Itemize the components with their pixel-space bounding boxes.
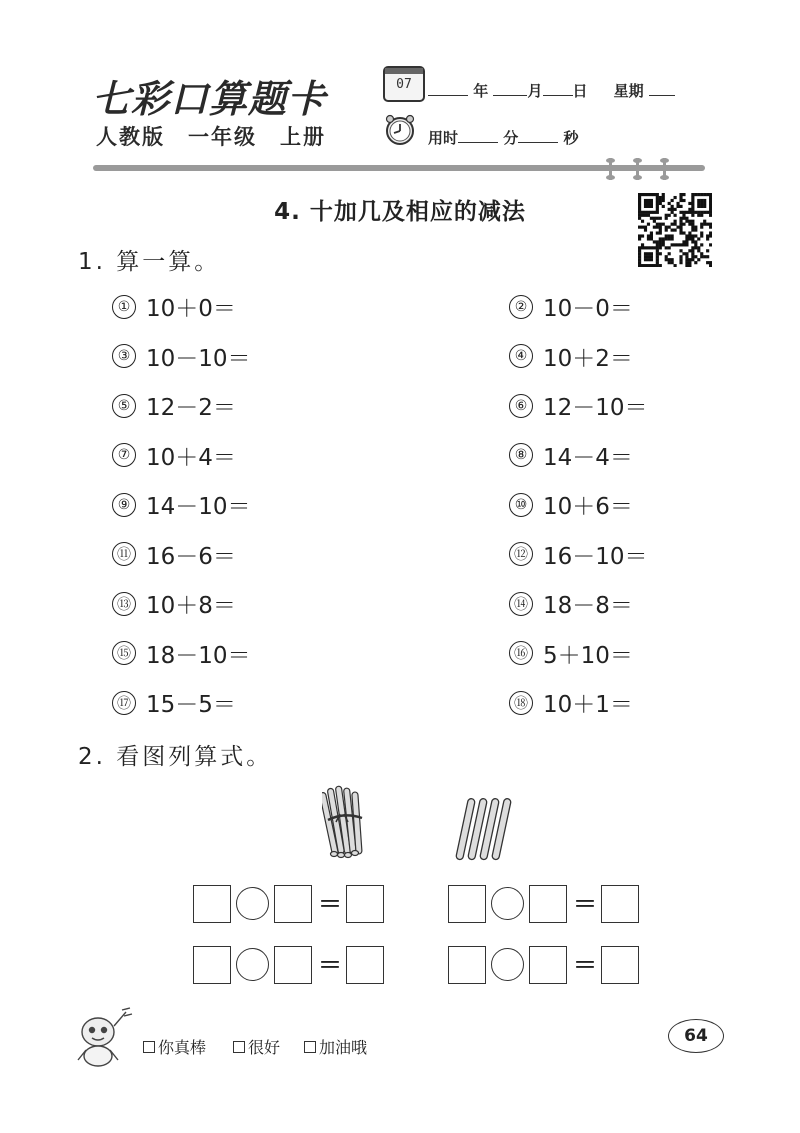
problem-number: ④ xyxy=(509,344,533,368)
answer-box[interactable] xyxy=(193,885,231,923)
qr-code-icon[interactable] xyxy=(638,193,712,267)
problem-expression: 16－6＝ xyxy=(146,543,236,570)
problem-number: ⑫ xyxy=(509,542,533,566)
equal-sign: ＝ xyxy=(318,890,342,918)
equal-sign: ＝ xyxy=(573,890,597,918)
problem-expression: 16－10＝ xyxy=(543,543,648,570)
rating-checkbox[interactable] xyxy=(143,1041,155,1053)
brand-title: 七彩口算题卡 xyxy=(92,76,327,121)
question-2-heading: 2. 看图列算式。 xyxy=(78,744,273,770)
answer-box[interactable] xyxy=(601,946,639,984)
alarm-clock-icon xyxy=(383,113,417,147)
minutes-label: 分 xyxy=(503,129,519,147)
problem-item xyxy=(509,538,648,571)
problem-number: ⑧ xyxy=(509,443,533,467)
edition-subtitle: 人教版 一年级 上册 xyxy=(96,125,326,149)
month-blank[interactable] xyxy=(493,81,527,96)
problem-expression: 18－8＝ xyxy=(543,593,633,619)
problem-expression: 10－0＝ xyxy=(543,296,633,322)
problem-number: ③ xyxy=(112,344,136,368)
rating-option[interactable] xyxy=(304,1035,367,1058)
problem-expression: 10＋4＝ xyxy=(146,444,236,471)
bundle-of-ten-sticks-image xyxy=(322,782,366,860)
problem-item xyxy=(112,439,236,472)
problem-number: ⑥ xyxy=(509,394,533,418)
rating-checkbox[interactable] xyxy=(233,1041,245,1053)
problem-expression: 5＋10＝ xyxy=(543,642,633,669)
answer-box[interactable] xyxy=(274,946,312,984)
problem-number: ⑪ xyxy=(112,542,136,566)
rating-checkbox[interactable] xyxy=(304,1041,316,1053)
problem-item xyxy=(509,340,633,373)
answer-box[interactable] xyxy=(529,946,567,984)
problem-number: ⑮ xyxy=(112,641,136,665)
problem-expression: 10－10＝ xyxy=(146,345,251,372)
problem-number: ⑭ xyxy=(509,592,533,616)
weekday-blank[interactable] xyxy=(649,81,675,96)
date-fields xyxy=(428,80,675,101)
problem-number: ⑩ xyxy=(509,493,533,517)
year-blank[interactable] xyxy=(428,81,468,96)
binder-pin xyxy=(663,158,666,180)
problem-expression: 12－2＝ xyxy=(146,395,236,421)
problem-expression: 15－5＝ xyxy=(146,692,236,718)
problem-item xyxy=(509,439,633,472)
equal-sign: ＝ xyxy=(573,951,597,979)
answer-box[interactable] xyxy=(193,946,231,984)
day-blank[interactable] xyxy=(543,81,573,96)
time-fields xyxy=(428,127,579,148)
rating-label: 你真棒 xyxy=(158,1038,207,1057)
month-label: 月 xyxy=(527,82,543,100)
answer-box[interactable] xyxy=(346,946,384,984)
problem-expression: 10＋0＝ xyxy=(146,296,236,322)
problem-number: ⑦ xyxy=(112,443,136,467)
problem-number: ② xyxy=(509,295,533,319)
section-title: 4. 十加几及相应的减法 xyxy=(274,199,526,225)
binder-pin xyxy=(609,158,612,180)
problem-item xyxy=(112,637,251,670)
problem-expression: 10＋2＝ xyxy=(543,345,633,372)
mascot-illustration xyxy=(72,1004,134,1068)
problem-number: ① xyxy=(112,295,136,319)
problem-number: ⑤ xyxy=(112,394,136,418)
problem-number: ⑨ xyxy=(112,493,136,517)
problem-number: ⑰ xyxy=(112,691,136,715)
problem-expression: 18－10＝ xyxy=(146,642,251,669)
problem-item xyxy=(112,686,236,719)
operator-circle[interactable] xyxy=(236,887,269,920)
seconds-label: 秒 xyxy=(563,129,579,147)
operator-circle[interactable] xyxy=(491,948,524,981)
problem-item xyxy=(509,686,633,719)
year-label: 年 xyxy=(473,82,489,100)
problem-item xyxy=(112,389,236,422)
answer-box[interactable] xyxy=(274,885,312,923)
header-divider xyxy=(93,165,705,171)
answer-box[interactable] xyxy=(448,885,486,923)
problem-expression: 14－10＝ xyxy=(146,494,251,520)
problem-item xyxy=(112,290,236,323)
answer-box[interactable] xyxy=(346,885,384,923)
problem-expression: 10＋8＝ xyxy=(146,593,236,619)
rating-option[interactable] xyxy=(233,1035,280,1058)
operator-circle[interactable] xyxy=(236,948,269,981)
day-label: 日 xyxy=(572,82,588,100)
problem-number: ⑬ xyxy=(112,592,136,616)
answer-box[interactable] xyxy=(601,885,639,923)
problem-expression: 12－10＝ xyxy=(543,395,648,421)
problem-item xyxy=(112,488,251,521)
question-1-heading: 1. 算一算。 xyxy=(78,249,221,275)
problem-item xyxy=(112,587,236,620)
weekday-label: 星期 xyxy=(613,82,644,100)
answer-box[interactable] xyxy=(448,946,486,984)
answer-box[interactable] xyxy=(529,885,567,923)
problem-item xyxy=(112,340,251,373)
rating-label: 很好 xyxy=(248,1038,281,1057)
calendar-icon xyxy=(383,66,425,102)
problem-number: ⑯ xyxy=(509,641,533,665)
rating-option[interactable] xyxy=(143,1035,206,1058)
problem-item xyxy=(509,637,633,670)
page-number: 64 xyxy=(668,1019,724,1053)
time-used-label: 用时 xyxy=(428,129,459,147)
seconds-blank[interactable] xyxy=(518,128,558,143)
problem-item xyxy=(509,290,633,323)
problem-item xyxy=(112,538,236,571)
calendar-day: 07 xyxy=(396,77,412,92)
problem-item xyxy=(509,587,633,620)
problem-item xyxy=(509,389,648,422)
problem-expression: 10＋6＝ xyxy=(543,494,633,520)
problem-number: ⑱ xyxy=(509,691,533,715)
operator-circle[interactable] xyxy=(491,887,524,920)
binder-pin xyxy=(636,158,639,180)
problem-item xyxy=(509,488,633,521)
problem-expression: 10＋1＝ xyxy=(543,692,633,718)
four-sticks-image xyxy=(452,796,514,862)
rating-label: 加油哦 xyxy=(319,1038,368,1057)
problem-expression: 14－4＝ xyxy=(543,444,633,471)
minutes-blank[interactable] xyxy=(458,128,498,143)
equal-sign: ＝ xyxy=(318,951,342,979)
